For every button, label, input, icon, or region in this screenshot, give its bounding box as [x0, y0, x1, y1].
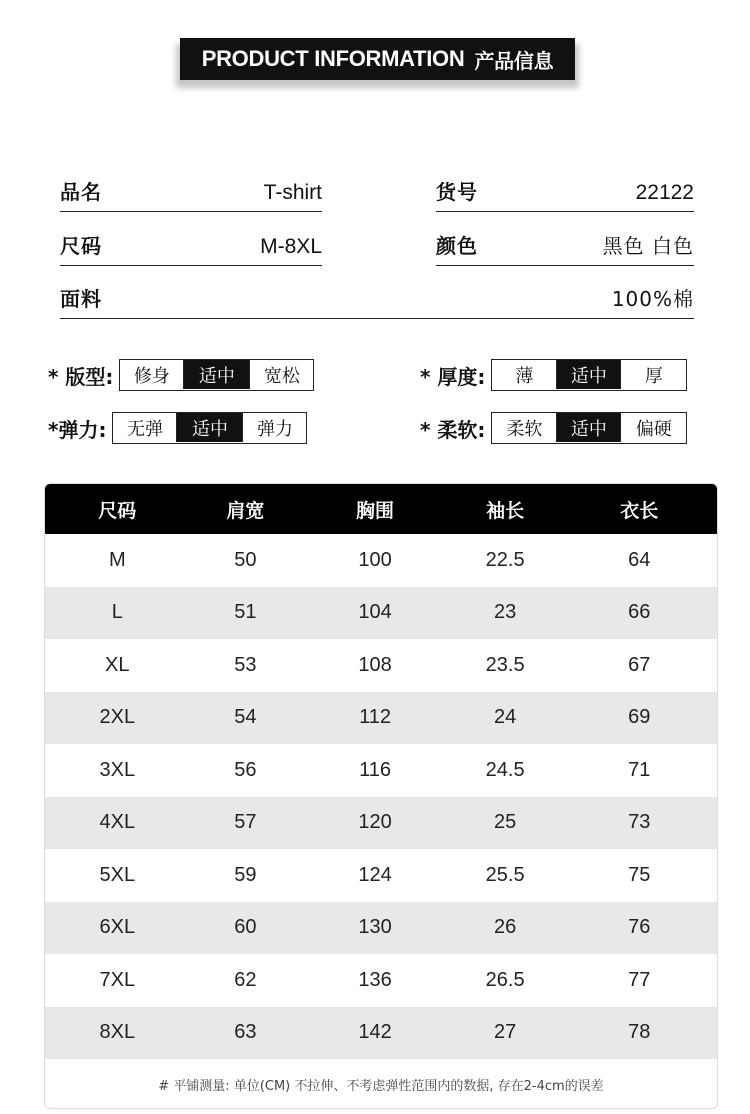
- info-name-value: T-shirt: [263, 181, 322, 204]
- cell-shoulder: 60: [234, 916, 257, 939]
- cell-shoulder: 59: [234, 863, 257, 886]
- cell-sleeve: 27: [494, 1021, 517, 1044]
- elasticity-option-medium: 适中: [177, 413, 243, 442]
- table-row: [45, 639, 717, 692]
- thickness-option-medium: 适中: [557, 360, 621, 389]
- cell-chest: 136: [358, 968, 392, 991]
- cell-sleeve: 23: [494, 601, 517, 624]
- thickness-option-row: [420, 359, 687, 391]
- cell-size: 5XL: [99, 863, 136, 886]
- info-size: [60, 226, 322, 266]
- cell-size: 4XL: [99, 811, 136, 834]
- cell-size: 3XL: [99, 758, 136, 781]
- cell-length: 78: [628, 1021, 651, 1044]
- info-fabric-label: 面料: [60, 287, 102, 311]
- cell-sleeve: 26.5: [485, 968, 525, 991]
- elasticity-option-none: 无弹: [113, 413, 177, 442]
- cell-shoulder: 57: [234, 811, 257, 834]
- header-banner: [180, 38, 575, 80]
- cell-chest: 124: [358, 863, 392, 886]
- cell-shoulder: 63: [234, 1021, 257, 1044]
- cell-chest: 100: [358, 548, 392, 571]
- elasticity-options: [112, 412, 307, 444]
- banner-box: [180, 38, 575, 80]
- cell-shoulder: 62: [234, 968, 257, 991]
- header-shoulder: 肩宽: [226, 499, 265, 522]
- info-fabric-value: 100%棉: [611, 287, 694, 311]
- softness-option-row: [420, 412, 687, 444]
- table-row: [45, 744, 717, 797]
- size-table-header: [45, 484, 717, 534]
- cell-sleeve: 26: [494, 916, 517, 939]
- cell-sleeve: 23.5: [485, 653, 525, 676]
- cell-shoulder: 56: [234, 758, 257, 781]
- cell-length: 76: [628, 916, 651, 939]
- fit-option-row: [48, 359, 314, 391]
- table-row: [45, 692, 717, 745]
- info-size-label: 尺码: [60, 234, 102, 258]
- softness-option-medium: 适中: [557, 413, 621, 442]
- size-table: [44, 483, 718, 1109]
- cell-size: 6XL: [99, 916, 136, 939]
- measurement-note: # 平铺测量: 单位(CM) 不拉伸、不考虑弹性范围内的数据, 存在2-4cm的误差: [158, 1079, 604, 1094]
- cell-length: 66: [628, 601, 651, 624]
- thickness-options: [491, 359, 687, 391]
- cell-size: 8XL: [99, 1021, 136, 1044]
- softness-option-soft: 柔软: [492, 413, 557, 442]
- table-row: [45, 849, 717, 902]
- info-code-value: 22122: [635, 181, 694, 204]
- cell-chest: 142: [358, 1021, 392, 1044]
- table-row: [45, 797, 717, 850]
- thickness-label: * 厚度:: [420, 364, 486, 389]
- info-color-label: 颜色: [436, 234, 478, 258]
- info-name: [60, 172, 322, 212]
- info-code-label: 货号: [436, 180, 478, 204]
- elasticity-label: *弹力:: [48, 417, 107, 442]
- fit-label: * 版型:: [48, 364, 114, 389]
- cell-sleeve: 24.5: [485, 758, 525, 781]
- header-length: 衣长: [620, 499, 659, 522]
- banner-title-en: PRODUCT INFORMATION: [201, 46, 465, 71]
- cell-sleeve: 22.5: [485, 548, 525, 571]
- table-row: [45, 1007, 717, 1060]
- cell-sleeve: 25.5: [485, 863, 525, 886]
- header-chest: 胸围: [356, 499, 395, 522]
- fit-option-slim: 修身: [120, 360, 184, 389]
- softness-option-stiff: 偏硬: [635, 418, 672, 440]
- info-color: [436, 226, 694, 266]
- cell-size: 2XL: [99, 706, 136, 729]
- cell-length: 64: [628, 548, 651, 571]
- cell-chest: 120: [358, 811, 392, 834]
- cell-length: 67: [628, 653, 651, 676]
- cell-sleeve: 25: [494, 811, 517, 834]
- table-row: [45, 534, 717, 587]
- info-fabric: [60, 279, 694, 319]
- cell-size: 7XL: [99, 968, 136, 991]
- cell-length: 69: [628, 706, 651, 729]
- fit-option-regular: 适中: [184, 360, 250, 389]
- info-color-value: 黑色 白色: [602, 234, 694, 258]
- cell-chest: 130: [358, 916, 392, 939]
- cell-size: L: [111, 601, 123, 624]
- cell-length: 73: [628, 811, 651, 834]
- cell-chest: 112: [359, 706, 391, 729]
- cell-shoulder: 51: [234, 601, 257, 624]
- elasticity-option-row: [48, 412, 307, 444]
- cell-sleeve: 24: [494, 706, 517, 729]
- cell-shoulder: 53: [234, 653, 257, 676]
- size-table-body: [45, 534, 717, 1059]
- info-size-value: M-8XL: [260, 235, 322, 258]
- elasticity-option-stretch: 弹力: [256, 418, 293, 440]
- cell-length: 77: [628, 968, 651, 991]
- header-size: 尺码: [98, 499, 137, 522]
- softness-options: [491, 412, 687, 444]
- cell-chest: 116: [359, 758, 391, 781]
- thickness-option-thick: 厚: [644, 365, 663, 387]
- cell-length: 71: [628, 758, 651, 781]
- cell-shoulder: 50: [234, 548, 257, 571]
- cell-shoulder: 54: [234, 706, 257, 729]
- table-row: [45, 587, 717, 640]
- banner-title-cn: 产品信息: [474, 48, 554, 73]
- cell-chest: 108: [358, 653, 392, 676]
- fit-options: [119, 359, 314, 391]
- info-name-label: 品名: [60, 180, 102, 204]
- cell-size: XL: [105, 653, 130, 676]
- table-row: [45, 954, 717, 1007]
- cell-chest: 104: [358, 601, 392, 624]
- softness-label: * 柔软:: [420, 417, 486, 442]
- cell-size: M: [108, 548, 126, 571]
- fit-option-loose: 宽松: [263, 365, 300, 387]
- cell-length: 75: [628, 863, 651, 886]
- table-row: [45, 902, 717, 955]
- header-sleeve: 袖长: [486, 499, 525, 522]
- info-code: [436, 172, 694, 212]
- thickness-option-thin: 薄: [492, 360, 557, 389]
